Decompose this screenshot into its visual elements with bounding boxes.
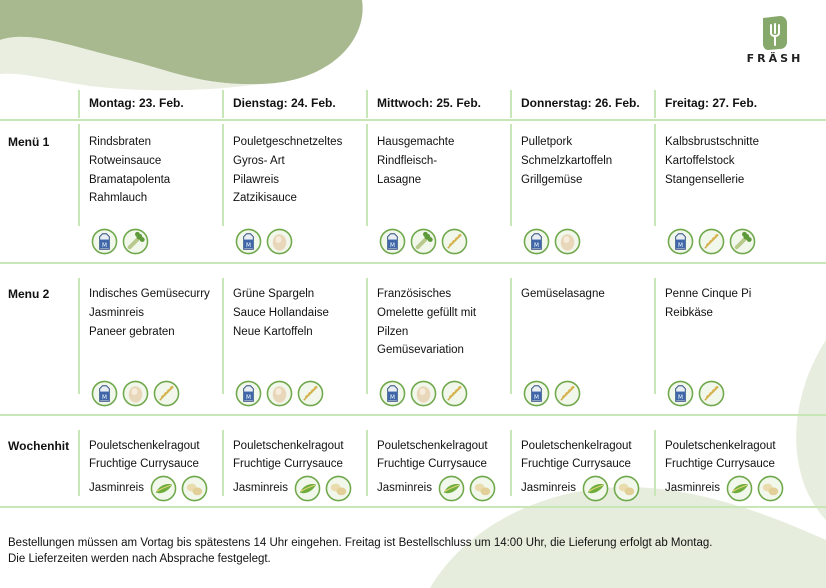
dish-name: Gyros- Art <box>233 154 285 167</box>
dish-name: Fruchtige Currysauce <box>233 458 343 470</box>
menu1-wednesday-cell <box>377 133 513 189</box>
menu2-wednesday-allergens <box>379 380 468 408</box>
gluten-icon <box>153 380 180 407</box>
weekly-monday-cell <box>89 437 229 502</box>
day-header-wednesday: Mittwoch: 25. Feb. <box>377 96 482 110</box>
col-divider <box>510 90 512 118</box>
brand-name: FRÄSH <box>746 52 804 65</box>
dish-name: Pouletschenkelragout <box>233 440 344 452</box>
divider-weekly <box>0 506 826 508</box>
mustard-icon <box>582 475 609 502</box>
menu1-tuesday-allergens <box>235 228 293 256</box>
egg-icon <box>554 228 581 255</box>
menu2-tuesday-cell <box>233 285 369 341</box>
dish-name: Pouletschenkelragout <box>377 440 488 452</box>
dish-name: Omelette gefüllt mit <box>377 306 477 319</box>
mustard-icon <box>438 475 465 502</box>
dish-name: Hausgemachte <box>377 136 455 148</box>
weekly-thursday-cell <box>521 437 661 502</box>
dish-name: Pouletschenkelragout <box>89 440 200 452</box>
col-divider <box>78 124 80 226</box>
footer-line-delivery: Die Lieferzeiten werden nach Absprache festgelegt. <box>8 553 271 565</box>
dish-name: Jasminreis <box>89 481 144 494</box>
dish-name: Stangensellerie <box>665 173 745 186</box>
gluten-icon <box>698 228 725 255</box>
dish-name: Rotweinsauce <box>89 154 162 167</box>
weekly-wednesday-cell <box>377 437 517 502</box>
menu1-wednesday-allergens <box>379 228 468 256</box>
mustard-icon <box>726 475 753 502</box>
dish-name: Jasminreis <box>665 481 720 494</box>
weekly-tuesday-cell <box>233 437 373 502</box>
dish-name: Sauce Hollandaise <box>233 306 329 319</box>
menu1-monday-allergens <box>91 228 149 256</box>
dish-name: Neue Kartoffeln <box>233 325 313 338</box>
egg-icon <box>410 380 437 407</box>
dish-name: Fruchtige Currysauce <box>89 458 199 470</box>
menu1-friday-allergens <box>667 228 756 256</box>
menu2-monday-cell <box>89 285 225 341</box>
col-divider <box>78 430 80 496</box>
footer-line-order: Bestellungen müssen am Vortag bis spätestens 14 Uhr eingehen. Freitag ist Bestellschluss um 14:00 Uhr, die Lieferung erfolgt ab Montag. <box>8 537 713 549</box>
dish-name: Gemüsevariation <box>377 344 464 357</box>
dish-name: Jasminreis <box>89 306 144 319</box>
dish-name: Penne Cinque Pi <box>665 288 752 300</box>
celery-icon <box>410 228 437 255</box>
dish-name: Pouletgeschnetzeltes <box>233 136 343 148</box>
dish-name: Rindsbraten <box>89 136 152 148</box>
gluten-icon <box>554 380 581 407</box>
milk-icon <box>667 228 694 255</box>
menu2-wednesday-cell <box>377 285 513 360</box>
dish-name: Fruchtige Currysauce <box>377 458 487 470</box>
col-divider <box>78 278 80 394</box>
dish-name: Fruchtige Currysauce <box>665 458 775 470</box>
menu2-friday-cell <box>665 285 801 323</box>
footer-note <box>8 535 712 567</box>
col-divider <box>654 90 656 118</box>
dish-name: Pouletschenkelragout <box>521 440 632 452</box>
milk-icon <box>235 380 262 407</box>
day-header-monday: Montag: 23. Feb. <box>89 96 184 110</box>
egg-icon <box>266 228 293 255</box>
dish-name: Pouletschenkelragout <box>665 440 776 452</box>
dish-name: Fruchtige Currysauce <box>521 458 631 470</box>
dish-name: Gemüselasagne <box>521 288 605 300</box>
row-label-menu2: Menu 2 <box>8 287 50 301</box>
col-divider <box>78 90 80 118</box>
milk-icon <box>379 380 406 407</box>
dish-name: Rahmlauch <box>89 192 148 205</box>
menu2-thursday-allergens <box>523 380 581 408</box>
dish-name: Pulletpork <box>521 136 573 148</box>
nuts-icon <box>757 475 784 502</box>
weekly-friday-cell <box>665 437 805 502</box>
divider-header <box>0 119 826 121</box>
dish-name: Pilawreis <box>233 173 280 186</box>
menu2-thursday-cell <box>521 285 657 304</box>
milk-icon <box>235 228 262 255</box>
dish-name: Grillgemüse <box>521 173 583 186</box>
nuts-icon <box>613 475 640 502</box>
dish-name: Grüne Spargeln <box>233 288 315 300</box>
dish-name: Kalbsbrustschnitte <box>665 136 759 148</box>
mustard-icon <box>294 475 321 502</box>
dish-name: Lasagne <box>377 173 422 186</box>
milk-icon <box>379 228 406 255</box>
day-header-friday: Freitag: 27. Feb. <box>665 96 758 110</box>
milk-icon <box>91 228 118 255</box>
gluten-icon <box>441 380 468 407</box>
dish-name: Pilzen <box>377 325 409 338</box>
menu2-friday-allergens <box>667 380 725 408</box>
gluten-icon <box>441 228 468 255</box>
dish-name: Paneer gebraten <box>89 325 175 338</box>
dish-name: Jasminreis <box>233 481 288 494</box>
celery-icon <box>122 228 149 255</box>
day-header-tuesday: Dienstag: 24. Feb. <box>233 96 336 110</box>
nuts-icon <box>181 475 208 502</box>
dish-name: Schmelzkartoffeln <box>521 154 613 167</box>
menu1-thursday-allergens <box>523 228 581 256</box>
gluten-icon <box>297 380 324 407</box>
fork-logo-icon <box>760 16 790 50</box>
row-label-weekly: Wochenhit <box>8 439 70 453</box>
celery-icon <box>729 228 756 255</box>
dish-name: Rindfleisch- <box>377 154 438 167</box>
divider-menu2 <box>0 414 826 416</box>
dish-name: Reibkäse <box>665 306 713 319</box>
col-divider <box>366 90 368 118</box>
dish-name: Zatzikisauce <box>233 192 297 205</box>
menu1-friday-cell <box>665 133 801 189</box>
menu1-tuesday-cell <box>233 133 369 208</box>
dish-name: Jasminreis <box>521 481 576 494</box>
nuts-icon <box>325 475 352 502</box>
egg-icon <box>122 380 149 407</box>
row-label-menu1: Menü 1 <box>8 135 50 149</box>
dish-name: Indisches Gemüsecurry <box>89 288 210 300</box>
milk-icon <box>523 228 550 255</box>
milk-icon <box>667 380 694 407</box>
mustard-icon <box>150 475 177 502</box>
menu2-tuesday-allergens <box>235 380 324 408</box>
brand-logo <box>742 16 808 65</box>
dish-name: Jasminreis <box>377 481 432 494</box>
menu1-monday-cell <box>89 133 225 208</box>
divider-menu1 <box>0 262 826 264</box>
col-divider <box>222 90 224 118</box>
nuts-icon <box>469 475 496 502</box>
dish-name: Kartoffelstock <box>665 154 735 167</box>
dish-name: Bramatapolenta <box>89 173 171 186</box>
gluten-icon <box>698 380 725 407</box>
menu2-monday-allergens <box>91 380 180 408</box>
milk-icon <box>91 380 118 407</box>
milk-icon <box>523 380 550 407</box>
egg-icon <box>266 380 293 407</box>
day-header-thursday: Donnerstag: 26. Feb. <box>521 96 640 110</box>
dish-name: Französisches <box>377 288 452 300</box>
menu1-thursday-cell <box>521 133 657 189</box>
